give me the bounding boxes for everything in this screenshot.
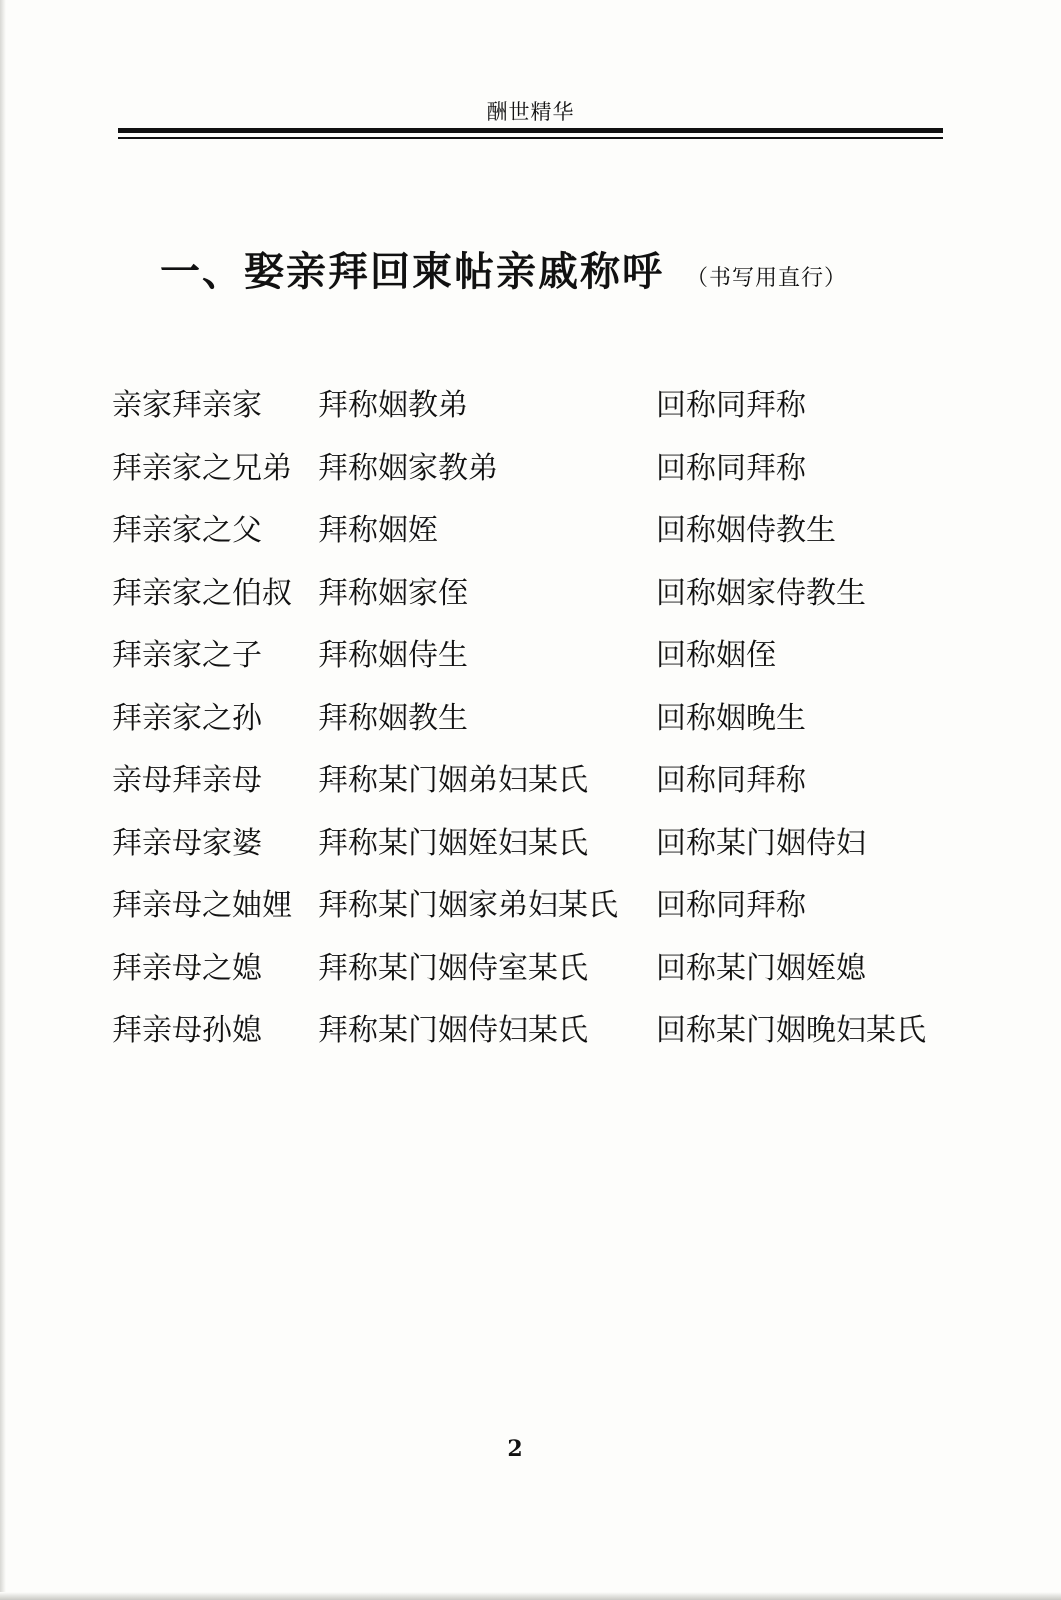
chapter-heading: 娶亲拜回柬帖亲戚称呼	[244, 249, 664, 295]
running-header: 酬世精华	[486, 100, 575, 124]
relation-cell: 亲母拜亲母	[112, 763, 262, 798]
relation-cell: 拜亲家之兄弟	[112, 450, 292, 486]
scan-shadow-bottom	[0, 1592, 1061, 1600]
relation-cell: 拜亲母孙媳	[112, 1013, 262, 1048]
address-cell: 拜称姻家侄	[318, 575, 468, 611]
address-cell: 拜称姻教弟	[318, 388, 468, 423]
reply-cell: 回称同拜称	[656, 888, 806, 923]
relation-cell: 拜亲家之父	[112, 513, 262, 548]
table-row	[108, 380, 948, 443]
table-row	[108, 943, 948, 1006]
relation-cell: 拜亲母家婆	[112, 825, 262, 861]
chapter-title	[160, 240, 940, 297]
address-cell: 拜称姻侍生	[318, 638, 468, 673]
reply-cell: 回称某门姻晚妇某氏	[656, 1013, 926, 1048]
table-row	[108, 755, 948, 818]
relation-cell: 拜亲家之子	[112, 638, 262, 673]
chapter-note: （书写用直行）	[686, 266, 848, 291]
table-row	[108, 505, 948, 568]
reply-cell: 回称同拜称	[656, 450, 806, 486]
scan-shadow-left	[0, 0, 6, 1600]
reply-cell: 回称某门姻侍妇	[656, 825, 866, 861]
table-row	[108, 693, 948, 756]
relation-cell: 拜亲母之媳	[112, 950, 262, 986]
page-number: 2	[507, 1436, 523, 1462]
reply-cell: 回称某门姻姪媳	[656, 950, 866, 986]
relation-cell: 拜亲母之妯娌	[112, 888, 292, 923]
address-table	[108, 380, 948, 1068]
address-cell: 拜称某门姻侍妇某氏	[318, 1013, 588, 1048]
reply-cell: 回称同拜称	[656, 388, 806, 423]
reply-cell: 回称姻晚生	[656, 700, 806, 736]
reply-cell: 回称同拜称	[656, 763, 806, 798]
table-row	[108, 818, 948, 881]
address-cell: 拜称某门姻侍室某氏	[318, 950, 588, 986]
address-cell: 拜称姻家教弟	[318, 450, 498, 486]
reply-cell: 回称姻家侍教生	[656, 575, 866, 611]
table-row	[108, 880, 948, 943]
relation-cell: 亲家拜亲家	[112, 388, 262, 423]
address-cell: 拜称某门姻弟妇某氏	[318, 763, 588, 798]
chapter-number: 一、	[160, 249, 244, 295]
header-rule-thick	[118, 128, 943, 133]
address-cell: 拜称姻姪	[318, 513, 438, 548]
table-row	[108, 568, 948, 631]
reply-cell: 回称姻侍教生	[656, 513, 836, 548]
address-cell: 拜称姻教生	[318, 700, 468, 736]
relation-cell: 拜亲家之孙	[112, 700, 262, 736]
table-row	[108, 630, 948, 693]
reply-cell: 回称姻侄	[656, 638, 776, 673]
address-cell: 拜称某门姻家弟妇某氏	[318, 888, 618, 923]
header-rule-thin	[118, 137, 943, 139]
table-row	[108, 443, 948, 506]
table-row	[108, 1005, 948, 1068]
relation-cell: 拜亲家之伯叔	[112, 575, 292, 611]
address-cell: 拜称某门姻姪妇某氏	[318, 825, 588, 861]
